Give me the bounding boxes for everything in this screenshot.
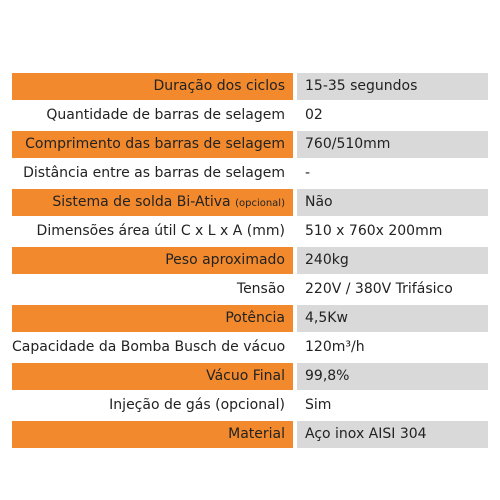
spec-row — [12, 73, 488, 100]
spec-value: 99,8% — [297, 363, 488, 390]
spec-value: Sim — [305, 397, 332, 413]
spec-label-text: Sistema de solda Bi-Ativa — [52, 194, 231, 210]
spec-label: Potência — [12, 305, 293, 332]
spec-label: Peso aproximado — [12, 247, 293, 274]
spec-row — [12, 189, 488, 216]
spec-value: - — [305, 165, 311, 181]
spec-value: Aço inox AISI 304 — [297, 421, 488, 448]
spec-label: Distância entre as barras de selagem — [23, 165, 285, 181]
spec-label-note: (opcional) — [235, 198, 285, 209]
spec-table — [12, 73, 488, 450]
spec-label: Dimensões área útil C x L x A (mm) — [36, 223, 285, 239]
spec-row — [12, 363, 488, 390]
spec-row — [12, 305, 488, 332]
spec-value: 15-35 segundos — [297, 73, 488, 100]
spec-label: Material — [12, 421, 293, 448]
spec-row — [12, 102, 488, 129]
spec-row — [12, 276, 488, 303]
spec-row — [12, 218, 488, 245]
spec-row — [12, 392, 488, 419]
spec-row — [12, 247, 488, 274]
spec-label: Quantidade de barras de selagem — [46, 107, 285, 123]
spec-value: 120m³/h — [305, 339, 365, 355]
spec-value: 760/510mm — [297, 131, 488, 158]
spec-label — [12, 189, 293, 216]
spec-row — [12, 334, 488, 361]
spec-value: 4,5Kw — [297, 305, 488, 332]
spec-label: Comprimento das barras de selagem — [12, 131, 293, 158]
spec-row — [12, 421, 488, 448]
spec-value: 510 x 760x 200mm — [305, 223, 443, 239]
spec-value: 02 — [305, 107, 323, 123]
spec-label: Duração dos ciclos — [12, 73, 293, 100]
spec-value: 240kg — [297, 247, 488, 274]
spec-label: Capacidade da Bomba Busch de vácuo — [12, 339, 286, 355]
spec-row — [12, 160, 488, 187]
spec-label: Injeção de gás (opcional) — [109, 397, 285, 413]
spec-label: Tensão — [236, 281, 285, 297]
spec-row — [12, 131, 488, 158]
spec-value: 220V / 380V Trifásico — [305, 281, 453, 297]
spec-label: Vácuo Final — [12, 363, 293, 390]
spec-value: Não — [297, 189, 488, 216]
